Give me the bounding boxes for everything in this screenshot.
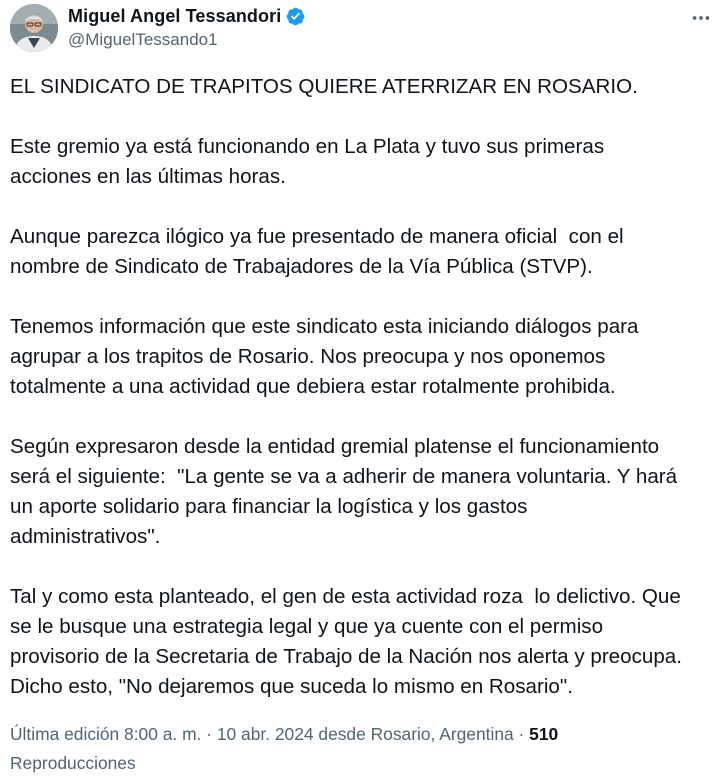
- tweet-paragraph: Este gremio ya está funcionando en La Plata y tuvo sus primeras acciones en las últimas horas.: [10, 135, 605, 188]
- views-count[interactable]: 510: [529, 724, 559, 744]
- separator: ·: [201, 724, 217, 744]
- more-dots-icon: [690, 7, 712, 29]
- avatar[interactable]: [10, 4, 58, 52]
- tweet-paragraph: Aunque parezca ilógico ya fue presentado de manera oficial con el nombre de Sindicato de Trabajadores de la Vía Pública (STVP).: [10, 225, 624, 278]
- tweet-paragraph: Tenemos información que este sindicato esta iniciando diálogos para agrupar a los trapitos de Rosario. Nos preocupa y nos oponemos totalmente a una actividad que debiera estar rotalmente prohibida.: [10, 315, 639, 398]
- edit-history-link[interactable]: Última edición 8:00 a. m.: [10, 724, 202, 744]
- separator: ·: [513, 724, 530, 744]
- tweet-metadata: [10, 720, 720, 778]
- display-name[interactable]: Miguel Angel Tessandori: [68, 5, 282, 26]
- tweet-paragraph: Según expresaron desde la entidad gremial platense el funcionamiento será el siguiente: "La gente se va a adherir de manera voluntaria. Y hará un aporte solidario para financiar la logística y los gastos administrativos".: [10, 435, 678, 548]
- verified-badge-icon[interactable]: [285, 6, 306, 27]
- display-name-row: [68, 4, 306, 28]
- timestamp[interactable]: 10 abr. 2024: [216, 724, 314, 744]
- user-handle[interactable]: @MiguelTessando1: [68, 30, 218, 49]
- tweet-paragraph: Tal y como esta planteado, el gen de esta actividad roza lo delictivo. Que se le busque una estrategia legal y que ya cuente con el permiso provisorio de la Secretaria de Trabajo de la Nación nos alerta y preocupa. Dicho esto, "No dejaremos que suceda lo mismo en Rosario".: [10, 585, 682, 698]
- tweet-header: [10, 4, 715, 56]
- profile-photo-icon: [10, 4, 58, 52]
- author-info: [68, 4, 306, 50]
- views-label: Reproducciones: [10, 753, 136, 773]
- tweet-text: [10, 72, 720, 702]
- tweet-paragraph: EL SINDICATO DE TRAPITOS QUIERE ATERRIZAR EN ROSARIO.: [10, 75, 638, 98]
- more-options-button[interactable]: [687, 6, 715, 30]
- location: desde Rosario, Argentina: [313, 724, 514, 744]
